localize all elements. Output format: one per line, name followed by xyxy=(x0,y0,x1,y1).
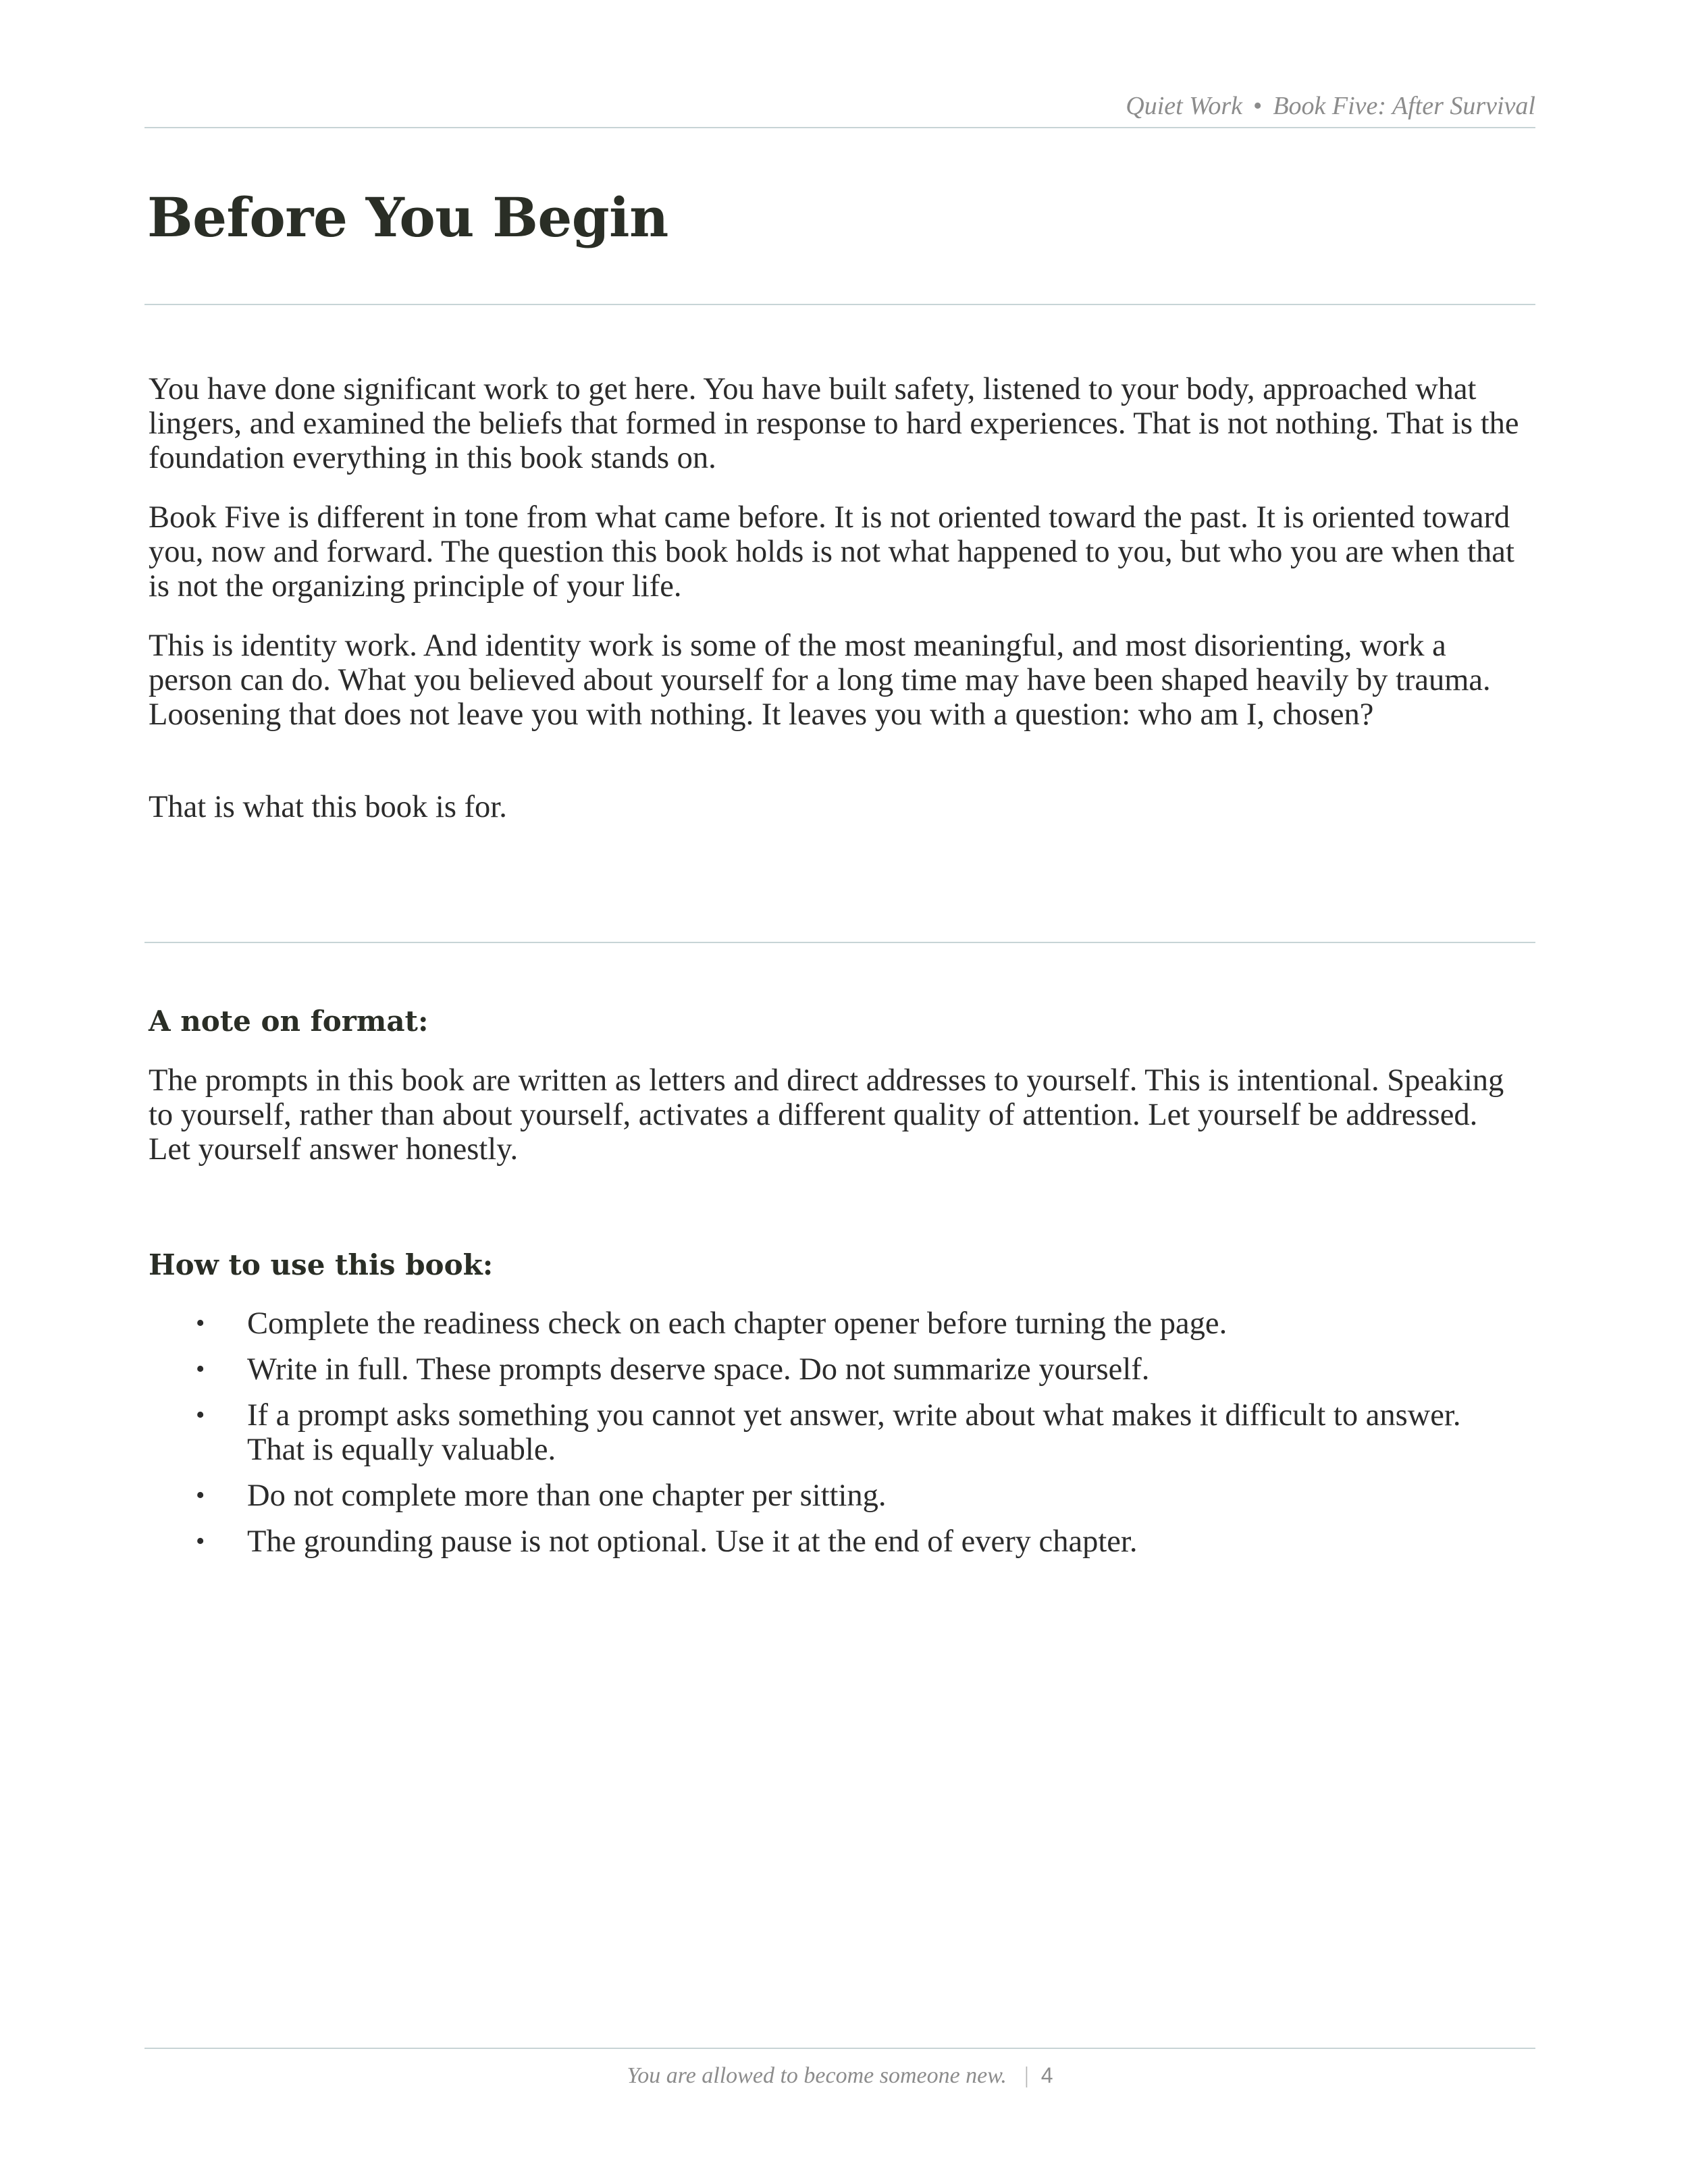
page-title: Before You Begin xyxy=(147,186,668,249)
list-item xyxy=(149,1306,1499,1341)
title-divider xyxy=(144,304,1535,305)
series-title: Quiet Work xyxy=(1126,92,1243,120)
intro-paragraph: That is what this book is for. xyxy=(149,790,507,824)
format-note-text: The prompts in this book are written as letters and direct addresses to yourself. This is intentional. Speaking to yourself, rather than about yourself, activates a different quality of attention. Let yourself be addressed. Let yourself answer honestly. xyxy=(149,1063,1504,1167)
page-footer xyxy=(144,2065,1535,2087)
how-to-heading: How to use this book: xyxy=(149,1248,494,1281)
page-number: 4 xyxy=(1040,2063,1053,2087)
list-item-text: Do not complete more than one chapter per sitting. xyxy=(247,1479,887,1513)
book-title: Book Five: After Survival xyxy=(1273,92,1535,120)
header-divider xyxy=(144,127,1535,128)
bullet-icon: • xyxy=(196,1309,205,1337)
bullet-icon: • xyxy=(196,1527,205,1555)
list-item xyxy=(149,1398,1499,1467)
footer-divider-bar: | xyxy=(1024,2063,1029,2088)
bullet-icon: • xyxy=(196,1481,205,1510)
intro-paragraph: You have done significant work to get here. You have built safety, listened to your body, approached what lingers, and examined the beliefs that formed in response to hard experiences. That is not nothing. That is the foundation everything in this book stands on. xyxy=(149,372,1519,475)
bullet-icon: • xyxy=(196,1355,205,1383)
list-item-text: The grounding pause is not optional. Use it at the end of every chapter. xyxy=(247,1524,1138,1559)
bullet-icon: • xyxy=(196,1401,205,1429)
list-item xyxy=(149,1352,1499,1387)
list-item xyxy=(149,1479,1499,1513)
format-note-heading: A note on format: xyxy=(149,1005,429,1038)
intro-paragraph: This is identity work. And identity work is some of the most meaningful, and most disorienting, work a person can do. What you believed about yourself for a long time may have been shaped heavily by trauma. Loosening that does not leave you with nothing. It leaves you with a question: who am I, chosen? xyxy=(149,629,1491,732)
footer-divider xyxy=(144,2048,1535,2049)
running-header xyxy=(144,93,1535,119)
header-separator: • xyxy=(1253,92,1263,120)
intro-paragraph: Book Five is different in tone from what came before. It is not oriented toward the past. It is oriented toward you, now and forward. The question this book holds is not what happened to you, but who you are when that is not the organizing principle of your life. xyxy=(149,500,1514,604)
list-item-text: If a prompt asks something you cannot yet answer, write about what makes it difficult to answer. That is equally valuable. xyxy=(247,1398,1461,1467)
list-item-text: Write in full. These prompts deserve space. Do not summarize yourself. xyxy=(247,1352,1150,1387)
footer-tagline: You are allowed to become someone new. xyxy=(627,2063,1007,2088)
section-divider xyxy=(144,942,1535,943)
list-item-text: Complete the readiness check on each chapter opener before turning the page. xyxy=(247,1306,1228,1341)
list-item xyxy=(149,1524,1499,1559)
how-to-list xyxy=(149,1306,1499,1570)
